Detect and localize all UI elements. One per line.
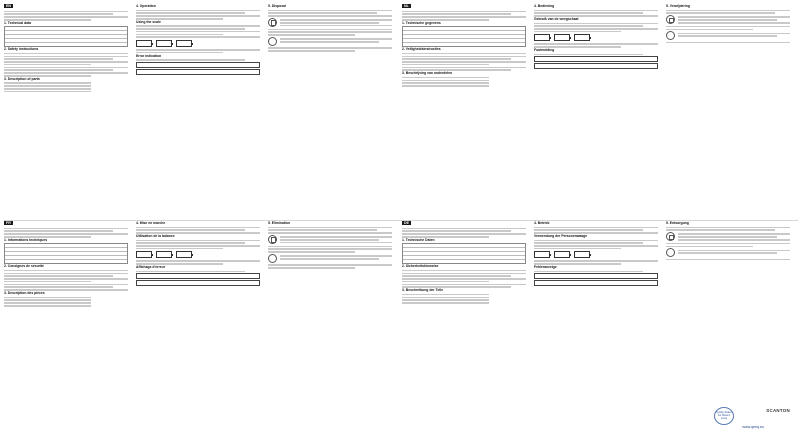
top-half [4, 4, 798, 218]
error-row [534, 56, 658, 62]
section-title: 4. Operation [136, 4, 156, 8]
section-title: 5. Élimination [268, 221, 291, 225]
section-title: 4. Bediening [534, 4, 555, 8]
language-tag: NL [404, 4, 409, 8]
quality-badge: Quality Scales For Modern Living [714, 407, 734, 425]
section-title: Gebruik van de weegschaal [534, 16, 579, 21]
section-title: 2. Consignes de sécurité [4, 264, 44, 269]
section-title: 5. Entsorgung [666, 221, 689, 225]
section-title: 5. Disposal [268, 4, 286, 8]
language-tag: FR [6, 221, 11, 225]
section-title: Foutmelding [534, 48, 555, 53]
section-title: 2. Veiligheidsinstructies [402, 47, 441, 52]
bottom-half [4, 220, 798, 437]
website-link[interactable]: www.qenq.eu [742, 425, 764, 429]
error-row [534, 63, 658, 69]
specs-table [402, 243, 526, 264]
brand-logo: SCANTON [766, 408, 790, 413]
language-tag: EN [6, 4, 11, 8]
panel-en-2 [136, 4, 260, 216]
battery-diagram [136, 251, 260, 258]
section-title: 2. Safety instructions [4, 47, 39, 52]
section-title: Fehleranzeige [534, 265, 557, 270]
section-title: Verwendung der Personenwaage [534, 233, 588, 238]
recycle-bin-icon [666, 15, 675, 24]
specs-table [402, 26, 526, 47]
recycle-bin-icon [268, 235, 277, 244]
error-row [534, 280, 658, 286]
section-title: 3. Description des pièces [4, 290, 45, 295]
panel-de-2 [534, 221, 658, 433]
battery-diagram [534, 34, 658, 41]
panel-de-1 [402, 221, 526, 433]
section-title: 4. Betrieb [534, 221, 550, 225]
section-title: 5. Verwijdering [666, 4, 690, 8]
error-row [136, 62, 260, 68]
error-row [136, 69, 260, 75]
panel-fr-2 [136, 221, 260, 433]
panel-nl-3 [666, 4, 790, 216]
recycling-icon [666, 248, 675, 257]
panel-de-3 [666, 221, 790, 433]
recycling-icon [268, 37, 277, 46]
section-title: 1. Technische gegevens [402, 20, 441, 25]
section-title: 4. Mise en marche [136, 221, 166, 225]
error-row [534, 273, 658, 279]
error-row [136, 280, 260, 286]
section-title: 2. Sicherheitshinweise [402, 264, 439, 269]
panel-nl-1 [402, 4, 526, 216]
section-title: Using the scale [136, 19, 161, 24]
battery-diagram [534, 251, 658, 258]
recycle-bin-icon [666, 232, 675, 241]
section-title: Utilisation de la balance [136, 233, 175, 238]
panel-en-3 [268, 4, 392, 216]
specs-table [4, 26, 128, 47]
section-title: 1. Informations techniques [4, 237, 48, 242]
recycling-icon [666, 31, 675, 40]
section-title: 1. Technical data [4, 20, 32, 25]
section-title: Affichage d'erreur [136, 265, 166, 270]
section-title: 3. Beschrijving van onderdelen [402, 71, 453, 76]
panel-nl-2 [534, 4, 658, 216]
section-title: 3. Beschreibung der Teile [402, 288, 444, 293]
recycling-icon [268, 254, 277, 263]
recycle-bin-icon [268, 18, 277, 27]
error-row [136, 273, 260, 279]
specs-table [4, 243, 128, 264]
panel-fr-3 [268, 221, 392, 433]
panel-fr-1 [4, 221, 128, 433]
language-tag: DE [404, 221, 409, 225]
panel-en-1 [4, 4, 128, 216]
section-title: Error indication [136, 53, 162, 58]
section-title: 1. Technische Daten [402, 237, 435, 242]
battery-diagram [136, 40, 260, 47]
section-title: 3. Description of parts [4, 76, 40, 81]
